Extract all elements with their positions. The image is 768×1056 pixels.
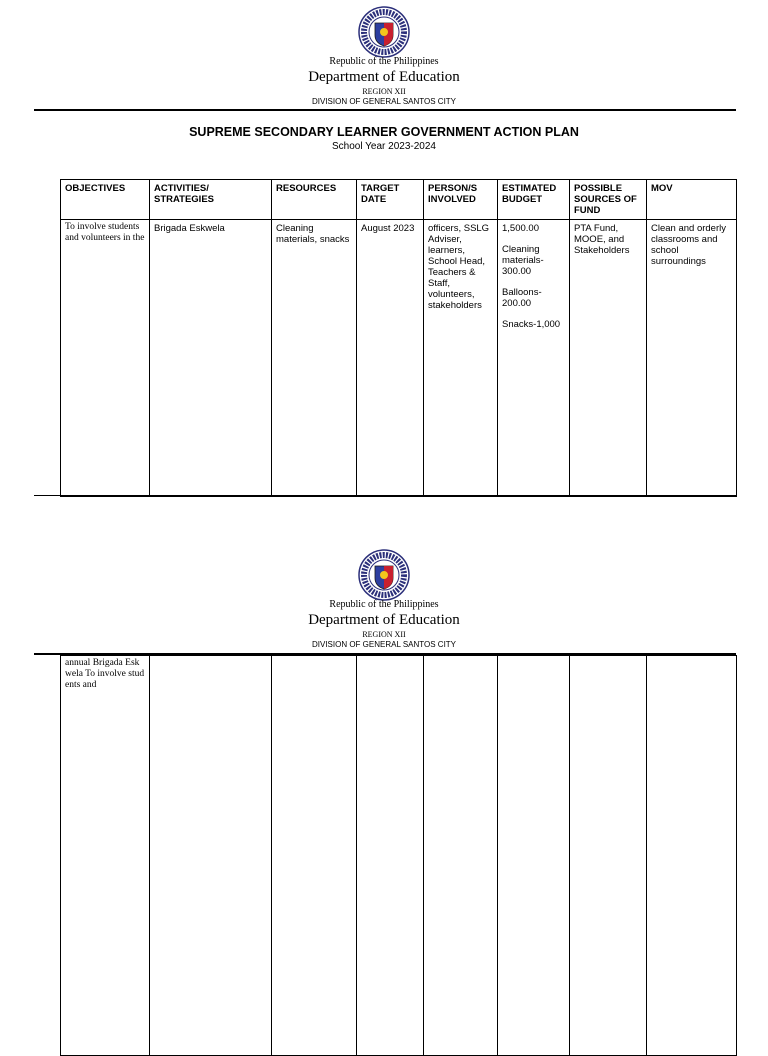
department-label: Department of Education	[308, 612, 460, 628]
deped-seal-icon	[358, 549, 410, 601]
header-resources: RESOURCES	[272, 180, 357, 220]
deped-seal-icon	[358, 6, 410, 58]
empty-cell	[424, 656, 498, 1056]
republic-label: Republic of the Philippines	[329, 599, 439, 610]
budget-cell	[498, 220, 570, 497]
action-plan-table-continued	[60, 655, 737, 1056]
region-label: REGION XII	[362, 87, 406, 96]
header-persons: PERSON/S INVOLVED	[424, 180, 498, 220]
activity-cell: Brigada Eskwela	[150, 220, 272, 497]
school-year: School Year 2023-2024	[332, 141, 436, 152]
persons-cell: officers, SSLG Adviser, learners, School Head, Teachers & Staff, volunteers, stakeholders	[424, 220, 498, 497]
empty-cell	[647, 656, 737, 1056]
header-rule	[34, 109, 736, 111]
budget-snacks: Snacks-1,000	[502, 319, 561, 330]
header-target-date: TARGET DATE	[357, 180, 424, 220]
objective-cell-continued: annual Brigada Eskwela To involve students and	[61, 656, 150, 1056]
budget-balloons: Balloons-200.00	[502, 287, 542, 309]
empty-cell	[272, 656, 357, 1056]
target-date-cell: August 2023	[357, 220, 424, 497]
action-plan-table	[60, 179, 737, 497]
empty-cell	[498, 656, 570, 1056]
department-label: Department of Education	[308, 69, 460, 85]
republic-label: Republic of the Philippines	[329, 56, 439, 67]
table-row	[61, 220, 737, 497]
division-label: DIVISION OF GENERAL SANTOS CITY	[311, 640, 457, 649]
objective-cell: To involve students and volunteers in the	[61, 220, 150, 497]
header-activities: ACTIVITIES/ STRATEGIES	[150, 180, 272, 220]
table-row	[61, 656, 737, 1056]
header-budget: ESTIMATED BUDGET	[498, 180, 570, 220]
plan-title: SUPREME SECONDARY LEARNER GOVERNMENT ACTION PLAN	[189, 125, 579, 139]
budget-total: 1,500.00	[502, 223, 539, 234]
header-sources: POSSIBLE SOURCES OF FUND	[570, 180, 647, 220]
resources-cell: Cleaning materials, snacks	[272, 220, 357, 497]
empty-cell	[570, 656, 647, 1056]
mov-cell: Clean and orderly classrooms and school surroundings	[647, 220, 737, 497]
sources-cell: PTA Fund, MOOE, and Stakeholders	[570, 220, 647, 497]
header-objectives: OBJECTIVES	[61, 180, 150, 220]
empty-cell	[357, 656, 424, 1056]
division-label: DIVISION OF GENERAL SANTOS CITY	[311, 97, 457, 106]
region-label: REGION XII	[362, 630, 406, 639]
table-header-row	[61, 180, 737, 220]
header-mov: MOV	[647, 180, 737, 220]
empty-cell	[150, 656, 272, 1056]
page-bottom-rule	[34, 495, 736, 496]
budget-cleaning: Cleaning materials-300.00	[502, 244, 544, 277]
